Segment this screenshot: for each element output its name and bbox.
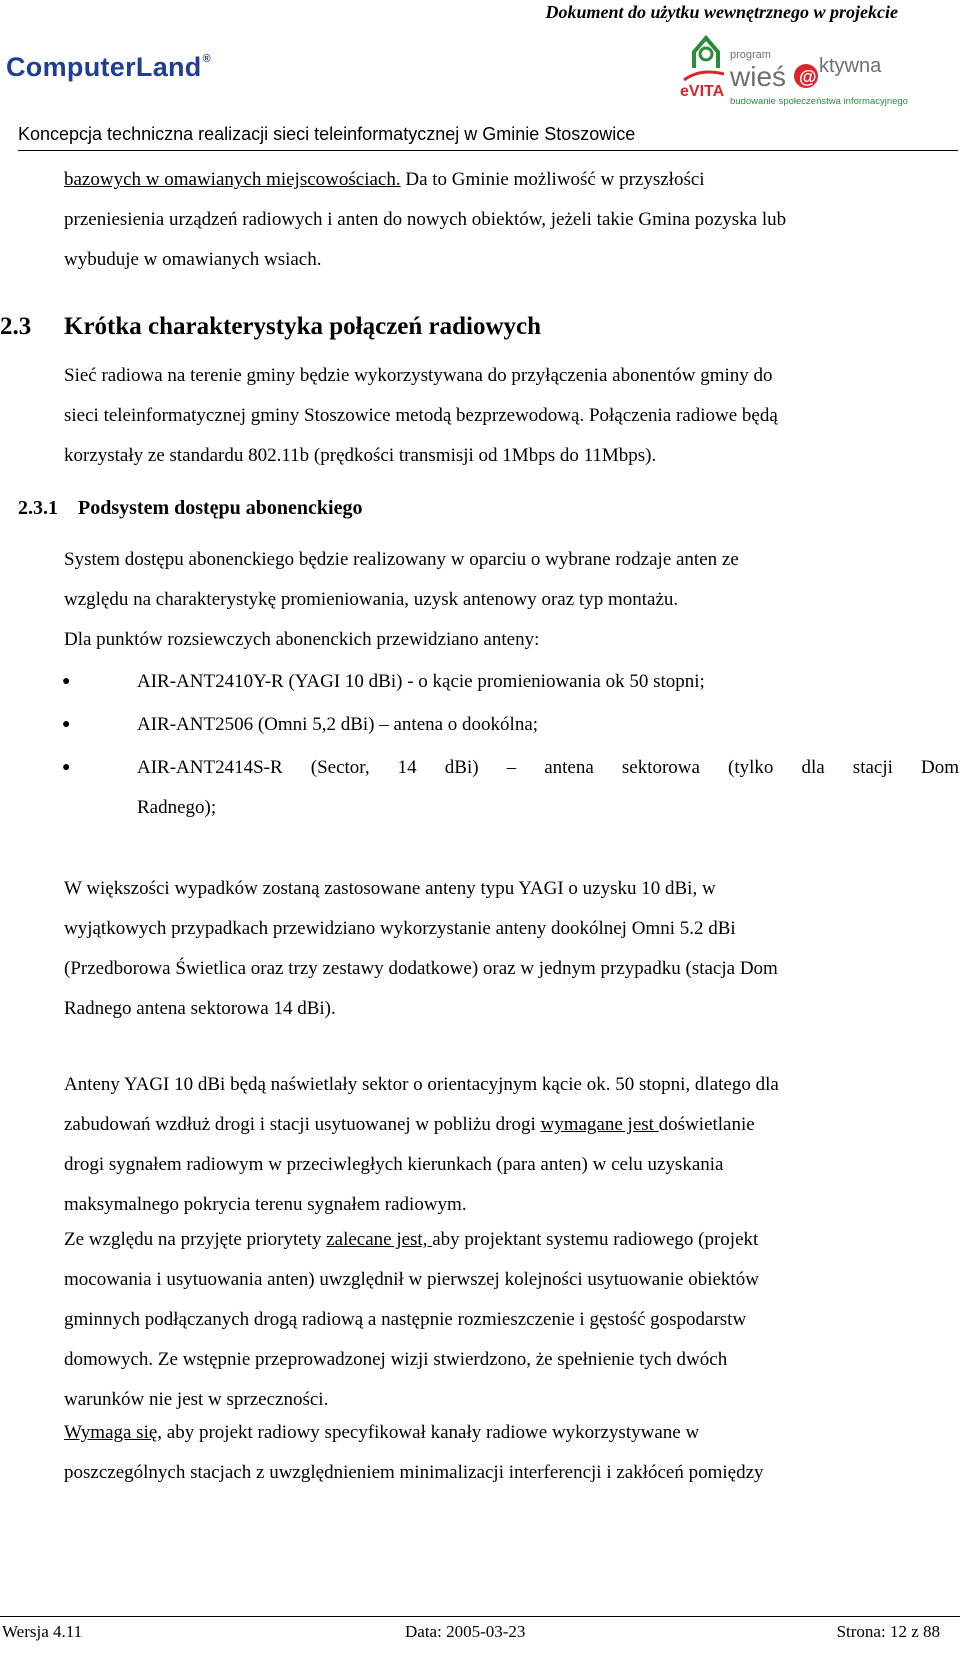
text-line: przeniesienia urządzeń radiowych i anten do nowych obiektów, jeżeli takie Gmina pozyska lub [64,209,787,230]
bullet-icon: ● [62,760,71,775]
text-line: drogi sygnałem radiowym w przeciwległych kierunkach (para anten) w celu uzyskania [64,1154,724,1175]
list-item [0,662,960,702]
bullet-icon: ● [62,674,71,689]
ktywna-text: ktywna [819,55,882,77]
text-line: Sieć radiowa na terenie gminy będzie wykorzystywana do przyłączenia abonentów gminy do [64,365,773,386]
text-line: domowych. Ze wstępnie przeprowadzonej wizji stwierdzono, że spełnienie tych dwóch [64,1349,728,1370]
list-item [0,705,960,745]
footer-date: Data: 2005-03-23 [405,1622,526,1641]
text-line: zabudowań wzdłuż drogi i stacji usytuowanej w pobliżu drogi wymagane jest doświetlanie [64,1114,755,1135]
document-subtitle: Koncepcja techniczna realizacji sieci teleinformatycznej w Gminie Stoszowice [18,124,636,144]
bullet-icon: ● [62,717,71,732]
text-line: warunków nie jest w sprzeczności. [64,1389,329,1410]
text-fragment: Da to Gminie możliwość w przyszłości [400,169,705,190]
list-item-text: AIR-ANT2506 (Omni 5,2 dBi) – antena o dookólna; [137,714,539,735]
at-sign-glyph: @ [799,67,817,87]
paragraph-antennas-intro [64,620,959,660]
text-line: wyjątkowych przypadkach przewidziano wykorzystanie anteny dookólnej Omni 5.2 dBi [64,918,736,939]
text-line: Wymaga się, aby projekt radiowy specyfikował kanały radiowe wykorzystywane w [64,1422,700,1443]
program-label: program [730,49,771,61]
subsection-title: Podsystem dostępu abonenckiego [78,497,363,519]
computerland-logo-text: ComputerLand [6,52,202,82]
text-line: poszczególnych stacjach z uwzględnieniem minimalizacji interferencji i zakłóceń pomiędzy [64,1462,764,1483]
footer-version: Wersja 4.11 [2,1622,83,1641]
program-tagline: budowanie społeczeństwa informacyjnego [730,96,908,107]
paragraph-channels [64,1413,959,1493]
header-divider [18,150,958,151]
section-number: 2.3 [0,313,32,340]
paragraph-access-system [64,540,959,620]
text-line: gminnych podłączanych drogą radiową a następnie rozmieszczenie i gęstość gospodarstw [64,1309,747,1330]
list-item-text: AIR-ANT2414S-R (Sector, 14 dBi) – antena sektorowa (tylko dla stacji Dom Radnego); [137,757,959,818]
footer-page-number: Strona: 12 z 88 [836,1622,940,1641]
paragraph-intro [64,160,959,280]
section-title: Krótka charakterystyka połączeń radiowych [64,313,542,340]
underlined-text: Wymaga się, [64,1422,163,1443]
paragraph-yagi-sector [64,1065,959,1225]
underlined-text: wymagane jest [540,1114,659,1135]
text-line: mocowania i usytuowania anten) uwzględnił w pierwszej kolejności usytuowanie obiektów [64,1269,759,1290]
list-item-text: AIR-ANT2410Y-R (YAGI 10 dBi) - o kącie promieniowania ok 50 stopni; [137,671,705,692]
text-line: Anteny YAGI 10 dBi będą naświetlały sektor o orientacyjnym kącie ok. 50 stopni, dlatego dla [64,1074,779,1095]
text-line: W większości wypadków zostaną zastosowane anteny typu YAGI o uzysku 10 dBi, w [64,878,716,899]
section-heading [0,313,542,341]
paragraph-yagi-usage [64,869,959,1029]
text-line: Radnego antena sektorowa 14 dBi). [64,998,336,1019]
text-line [64,160,959,200]
text-line: System dostępu abonenckiego będzie realizowany w oparciu o wybrane rodzaje anten ze [64,549,739,570]
wies-aktywna-program-logo [680,28,940,108]
evita-text: eVITA [680,83,725,100]
footer-divider [0,1616,960,1617]
wies-text: wieś [730,61,787,92]
text-line: sieci teleinformatycznej gminy Stoszowice metodą bezprzewodową. Połączenia radiowe będą [64,405,778,426]
house-icon [684,38,724,80]
underlined-text: bazowych w omawianych miejscowościach. [64,169,401,190]
text-line: względu na charakterystykę promieniowania, uzysk antenowy oraz typ montażu. [64,589,679,610]
underlined-text: zalecane jest, [326,1229,433,1250]
text-line: korzystały ze standardu 802.11b (prędkości transmisji od 1Mbps do 11Mbps). [64,445,657,466]
computerland-logo [6,52,211,83]
text-line: Ze względu na przyjęte priorytety zalecane jest, aby projektant systemu radiowego (projekt [64,1229,759,1250]
text-line: maksymalnego pokrycia terenu sygnałem radiowym. [64,1194,467,1215]
paragraph-priorities [64,1220,959,1420]
text-line: Dla punktów rozsiewczych abonenckich przewidziano anteny: [64,629,540,650]
subsection-number: 2.3.1 [18,497,58,519]
document-usage-note: Dokument do użytku wewnętrznego w projekcie [545,2,898,22]
text-line: wybuduje w omawianych wsiach. [64,249,322,270]
subsection-heading [18,497,362,520]
registered-mark: ® [202,53,211,65]
paragraph-radio-network [64,356,959,476]
list-item [0,748,960,828]
text-line: (Przedborowa Świetlica oraz trzy zestawy dodatkowe) oraz w jednym przypadku (stacja Dom [64,958,778,979]
